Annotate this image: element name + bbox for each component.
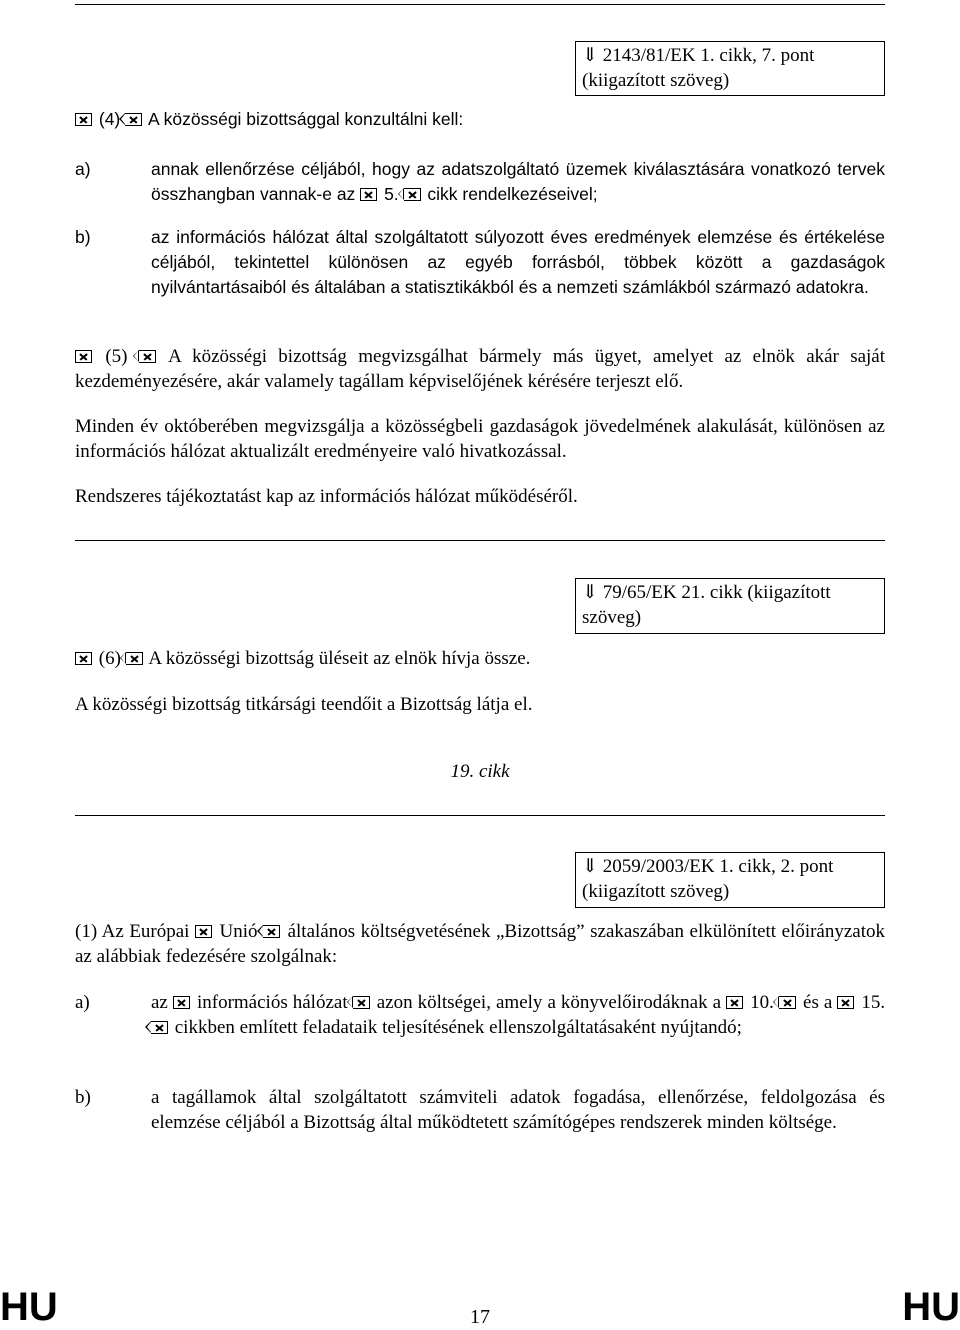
paragraph-number: (6): [98, 648, 121, 669]
paragraph-number: (4): [98, 109, 121, 129]
paragraph-rendszeres: Rendszeres tájékoztatást kap az információs hálózat működéséről.: [75, 486, 578, 507]
text-segment: cikkben említett feladataik teljesítésének ellenszolgáltatásaként nyújtandó;: [174, 1017, 742, 1038]
insert-end-icon: [404, 188, 421, 201]
insert-start-icon: [75, 113, 92, 126]
footer-language-left: HU: [0, 1285, 58, 1329]
list-label: b): [75, 227, 91, 247]
insert-start-icon: [173, 996, 190, 1009]
paragraph-text: A közösségi bizottság üléseit az elnök hívja össze.: [148, 648, 531, 669]
paragraph-5: [75, 344, 885, 394]
insert-start-icon: [837, 996, 854, 1009]
section-rule: [75, 540, 885, 541]
source-reference-box: [575, 852, 885, 908]
insert-end-icon: [139, 350, 156, 363]
text-segment: azon költségei, amely a könyvelőirodáknak a: [376, 992, 722, 1013]
insert-end-icon: [779, 996, 796, 1009]
text-segment: cikk rendelkezéseivel;: [427, 184, 598, 204]
list-label: b): [75, 1087, 91, 1108]
paragraph-text: A közösségi bizottság megvizsgálhat bármely más ügyet, amelyet az elnök akár saját kezdeményezésére, akár valamely tagállam képviselőjének kérésére terjeszt elő.: [75, 346, 886, 392]
text-segment: az: [151, 992, 168, 1013]
top-rule: [75, 4, 885, 5]
article-number: 15.: [861, 992, 886, 1013]
down-arrow-icon: ⇓: [582, 582, 598, 603]
list-item-text: [151, 990, 885, 1040]
text-segment: információs hálózat: [196, 992, 348, 1013]
article-heading: 19. cikk: [450, 761, 510, 782]
text-segment: Unió: [219, 921, 258, 942]
insert-start-icon: [75, 652, 92, 665]
insert-start-icon: [75, 350, 92, 363]
insert-start-icon: [726, 996, 743, 1009]
down-arrow-icon: ⇓: [582, 45, 598, 66]
list-label: a): [75, 992, 90, 1013]
source-reference-box: [575, 41, 885, 96]
text-segment: (1) Az Európai: [75, 921, 190, 942]
article-number: 10.: [750, 992, 774, 1013]
insert-end-icon: [126, 652, 143, 665]
source-reference-text: 79/65/EK 21. cikk (kiigazított szöveg): [582, 582, 831, 628]
insert-end-icon: [125, 113, 142, 126]
paragraph-number: (5): [105, 346, 128, 367]
insert-end-icon: [353, 996, 370, 1009]
list-item-a: [75, 990, 885, 1065]
insert-end-icon: [263, 925, 280, 938]
paragraph-text: A közösségi bizottsággal konzultálni kell:: [148, 109, 464, 129]
footer-language-right: HU: [902, 1285, 960, 1329]
list-item-b: [75, 1085, 885, 1160]
text-segment: annak ellenőrzése céljából, hogy az adatszolgáltató üzemek kiválasztására vonatkozó tervek összhangban vannak-e az: [151, 159, 885, 204]
page-number: 17: [470, 1306, 490, 1328]
down-arrow-icon: ⇓: [582, 856, 598, 877]
insert-end-icon: [151, 1021, 168, 1034]
list-item-a: [75, 157, 885, 207]
source-reference-text: 2143/81/EK 1. cikk, 7. pont (kiigazított szöveg): [582, 45, 815, 91]
paragraph-4: [75, 107, 885, 132]
article-number: 5.: [384, 184, 399, 204]
paragraph-minden: Minden év októberében megvizsgálja a közösségbeli gazdaságok jövedelmének alakulását, különösen az információs hálózat aktualizált eredményeire való hivatkozással.: [75, 416, 885, 462]
source-reference-box: [575, 578, 885, 634]
text-segment: és a: [803, 992, 833, 1013]
list-item-text: a tagállamok által szolgáltatott számviteli adatok fogadása, ellenőrzése, feldolgozása és elemzése céljából a Bizottság által működtetett számítógépes rendszerek minden költsége.: [151, 1087, 885, 1133]
list-item-b: [75, 225, 885, 325]
list-item-text: [151, 157, 885, 207]
list-label: a): [75, 159, 91, 179]
text-segment: általános költségvetésének „Bizottság” szakaszában elkülönített előirányzatok az alábbiak fedezésére szolgálnak:: [75, 921, 886, 967]
insert-start-icon: [195, 925, 212, 938]
paragraph-titkarsag: A közösségi bizottság titkársági teendőit a Bizottság látja el.: [75, 694, 533, 715]
paragraph-1: [75, 919, 885, 969]
section-rule: [75, 815, 885, 816]
paragraph-6: [75, 646, 885, 671]
insert-start-icon: [360, 188, 377, 201]
source-reference-text: 2059/2003/EK 1. cikk, 2. pont (kiigazított szöveg): [582, 856, 834, 902]
list-item-text: az információs hálózat által szolgáltatott súlyozott éves eredmények elemzése és értékelése céljából, tekintettel különösen az egyéb forrásból, többek között a gazdaságok nyilvántartásaiból és általában a statisztikákból és a nemzeti számlákból származó adatokra.: [151, 227, 885, 297]
